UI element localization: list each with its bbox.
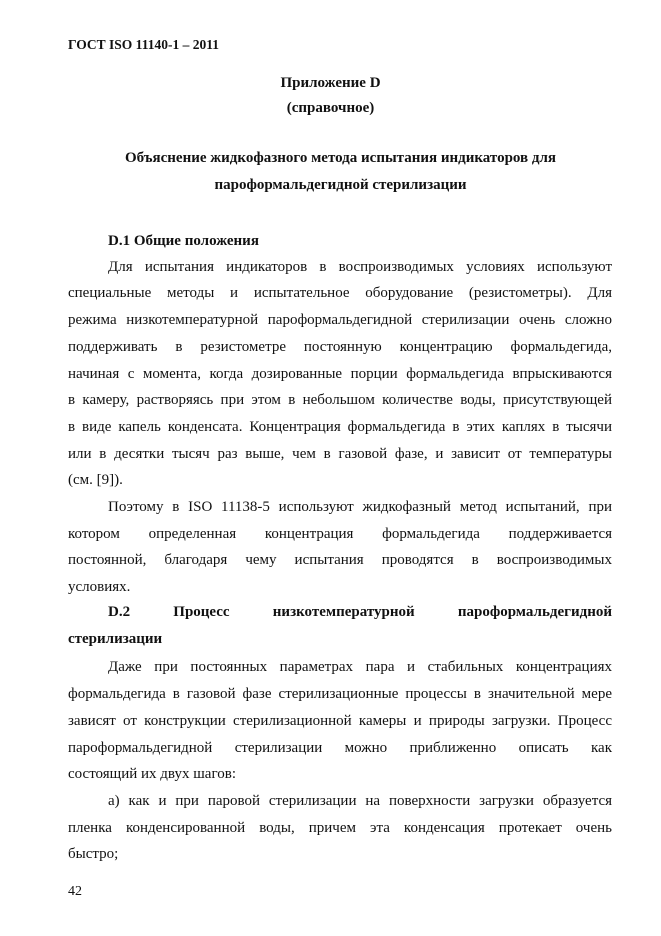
section2-heading-word: пароформальдегидной bbox=[457, 604, 612, 620]
appendix-title: Приложение D bbox=[280, 75, 381, 91]
paragraph-line: пленка конденсированной воды, причем эта конденсация протекает очень bbox=[68, 820, 612, 836]
paragraph-line: поддерживать в резистометре постоянную концентрацию формальдегида, bbox=[68, 339, 612, 355]
appendix-note: (справочное) bbox=[286, 100, 375, 116]
paragraph-line: состоящий их двух шагов: bbox=[68, 766, 236, 782]
appendix-subtitle-line1: Объяснение жидкофазного метода испытания индикаторов для bbox=[124, 150, 557, 166]
paragraph-line: Поэтому в ISO 11138-5 используют жидкофазный метод испытаний, при bbox=[108, 499, 612, 515]
paragraph-line: зависят от конструкции стерилизационной камеры и природы загрузки. Процесс bbox=[68, 713, 612, 729]
paragraph-line: (см. [9]). bbox=[68, 472, 123, 488]
paragraph-line: быстро; bbox=[68, 846, 119, 862]
paragraph-line: постоянной, благодаря чему испытания проводятся в воспроизводимых bbox=[68, 552, 612, 568]
paragraph-line: Для испытания индикаторов в воспроизводимых условиях используют bbox=[108, 259, 612, 275]
paragraph-line: условиях. bbox=[68, 579, 131, 595]
paragraph-line: а) как и при паровой стерилизации на поверхности загрузки образуется bbox=[108, 793, 612, 809]
paragraph-line: начиная с момента, когда дозированные порции формальдегида впрыскиваются bbox=[68, 366, 612, 382]
section2-heading-word: Процесс bbox=[173, 604, 230, 620]
page-number: 42 bbox=[68, 884, 82, 899]
section2-heading-line2: стерилизации bbox=[68, 631, 163, 647]
section2-heading-word: низкотемпературной bbox=[272, 604, 415, 620]
section2-heading-word: D.2 bbox=[108, 604, 131, 620]
paragraph-line: формальдегида в газовой фазе стерилизационные процессы в значительной мере bbox=[68, 686, 612, 702]
section2-heading-line1 bbox=[108, 604, 612, 621]
section1-heading: D.1 Общие положения bbox=[108, 233, 259, 249]
paragraph-line: Даже при постоянных параметрах пара и стабильных концентрациях bbox=[108, 659, 612, 675]
paragraph-line: специальные методы и испытательное оборудование (резистометры). Для bbox=[68, 285, 612, 301]
paragraph-line: пароформальдегидной стерилизации можно приближенно описать как bbox=[68, 740, 612, 756]
paragraph-line: котором определенная концентрация формальдегида поддерживается bbox=[68, 526, 612, 542]
paragraph-line: или в десятки тысяч раз выше, чем в газовой фазе, и зависит от температуры bbox=[68, 446, 612, 462]
appendix-subtitle-line2: пароформальдегидной стерилизации bbox=[214, 177, 467, 193]
standard-header: ГОСТ ISO 11140-1 – 2011 bbox=[68, 37, 219, 52]
paragraph-line: в виде капель конденсата. Концентрация формальдегида в этих каплях в тысячи bbox=[68, 419, 612, 435]
paragraph-line: в камеру, растворяясь при этом в небольшом количестве воды, присутствующей bbox=[68, 392, 612, 408]
paragraph-line: режима низкотемпературной пароформальдегидной стерилизации очень сложно bbox=[68, 312, 612, 328]
